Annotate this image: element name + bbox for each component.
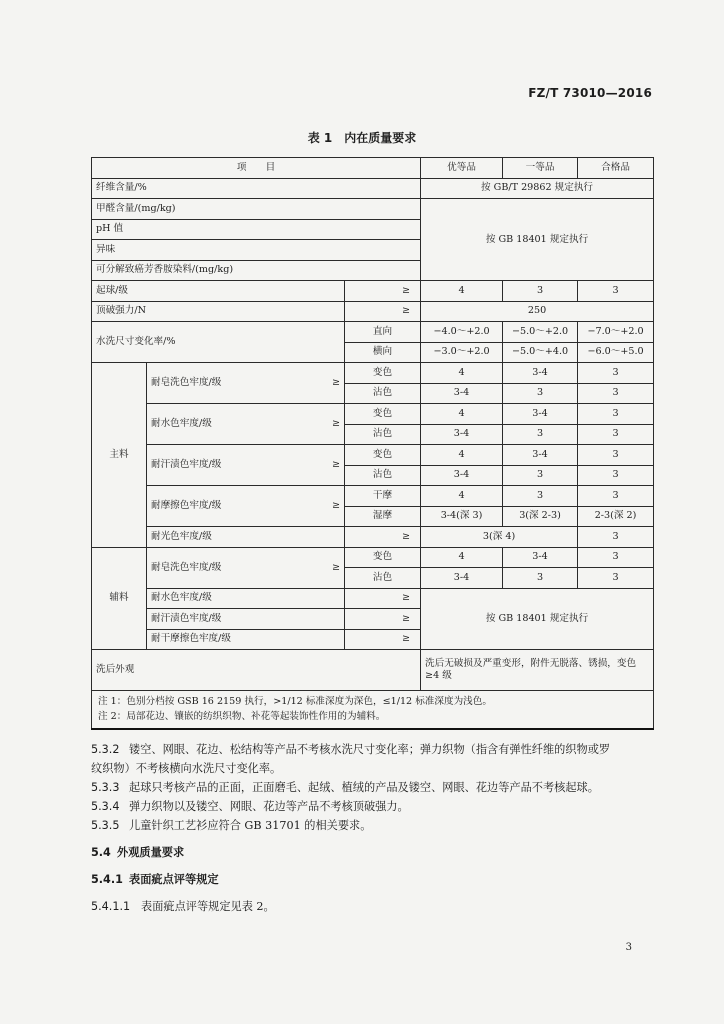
main-rub-op: ≥ [331, 500, 340, 511]
main-water-op: ≥ [331, 418, 340, 429]
table-title: 表 1 内在质量要求 [307, 131, 417, 145]
main-water-stain-v2: 3 [503, 424, 578, 445]
ph-label: pH 值 [92, 219, 421, 240]
main-water-stain-v1: 3-4 [421, 424, 503, 445]
main-water-stain-label: 沾色 [345, 424, 421, 445]
wash-straight-v2: −5.0～+2.0 [503, 322, 578, 343]
main-water-text: 耐水色牢度/级 [151, 418, 212, 429]
clause-5-3-2 [91, 740, 661, 778]
main-light-v12: 3(深 4) [421, 527, 578, 548]
wash-cross-v1: −3.0～+2.0 [421, 342, 503, 363]
quality-requirements-table [91, 157, 654, 730]
standard-code: FZ/T 73010—2016 [528, 86, 652, 100]
section-title: 外观质量要求 [117, 846, 185, 860]
aux-water-label: 耐水色牢度/级 [147, 588, 345, 609]
main-light-op: ≥ [345, 527, 421, 548]
table-row [92, 527, 654, 548]
main-sweat-change-v3: 3 [578, 445, 654, 466]
clause-number: 5.3.5 [91, 819, 120, 833]
wash-cross-v2: −5.0～+4.0 [503, 342, 578, 363]
clause-5-4-1-1 [91, 897, 661, 916]
pilling-v1: 4 [421, 281, 503, 302]
main-sweat-stain-v3: 3 [578, 465, 654, 486]
main-rub-label [147, 486, 345, 527]
aux-soap-change-v1: 4 [421, 547, 503, 568]
main-sweat-text: 耐汗渍色牢度/级 [151, 459, 222, 470]
table-notes [92, 691, 654, 729]
main-material-label: 主料 [92, 363, 147, 548]
odor-label: 异味 [92, 240, 421, 261]
main-sweat-stain-v2: 3 [503, 465, 578, 486]
main-water-change-v3: 3 [578, 404, 654, 425]
main-soap-text: 耐皂洗色牢度/级 [151, 377, 222, 388]
aux-soap-stain-label: 沾色 [345, 568, 421, 589]
aux-soap-text: 耐皂洗色牢度/级 [151, 561, 222, 573]
main-rub-wet-label: 湿摩 [345, 506, 421, 527]
table-row [92, 199, 654, 220]
main-sweat-stain-v1: 3-4 [421, 465, 503, 486]
main-light-label: 耐光色牢度/级 [147, 527, 345, 548]
header-item: 项 目 [92, 158, 421, 179]
aux-soap-op: ≥ [331, 561, 340, 573]
section-5-4-1-heading [91, 870, 661, 889]
main-sweat-stain-label: 沾色 [345, 465, 421, 486]
aux-soap-change-v3: 3 [578, 547, 654, 568]
appearance-label: 洗后外观 [92, 650, 421, 691]
clause-number: 5.3.3 [91, 781, 120, 795]
pilling-v2: 3 [503, 281, 578, 302]
aux-sweat-op: ≥ [345, 609, 421, 630]
pilling-label: 起球/级 [92, 281, 345, 302]
aux-soap-change-v2: 3-4 [503, 547, 578, 568]
main-soap-stain-v2: 3 [503, 383, 578, 404]
main-soap-change-v3: 3 [578, 363, 654, 384]
section-number: 5.4 [91, 846, 111, 860]
table-row [92, 445, 654, 466]
aux-gb18401-rule: 按 GB 18401 规定执行 [421, 588, 654, 650]
aux-dryrub-op: ≥ [345, 629, 421, 650]
clause-5-3-3 [91, 778, 661, 797]
table-row [92, 588, 654, 609]
section-5-4-heading [91, 843, 661, 862]
azo-label: 可分解致癌芳香胺染料/(mg/kg) [92, 260, 421, 281]
main-soap-stain-v3: 3 [578, 383, 654, 404]
clause-number: 5.4.1.1 [91, 900, 131, 914]
aux-soap-stain-v2: 3 [503, 568, 578, 589]
pilling-v3: 3 [578, 281, 654, 302]
clause-5-3-5 [91, 816, 661, 835]
clause-text: 起球只考核产品的正面，正面磨毛、起绒、植绒的产品及镂空、网眼、花边等产品不考核起球。 [129, 781, 599, 795]
wash-cross-v3: −6.0～+5.0 [578, 342, 654, 363]
clause-text: 镂空、网眼、花边、松结构等产品不考核水洗尺寸变化率；弹力织物（指含有弹性纤维的织物或罗 [129, 743, 611, 756]
main-sweat-op: ≥ [331, 459, 340, 470]
table-row [92, 363, 654, 384]
main-rub-wet-v2: 3(深 2-3) [503, 506, 578, 527]
aux-soap-stain-v1: 3-4 [421, 568, 503, 589]
page-number: 3 [625, 942, 632, 953]
clauses-section [91, 740, 661, 916]
header-grade3: 合格品 [578, 158, 654, 179]
clause-text-cont: 纹织物）不考核横向水洗尺寸变化率。 [91, 762, 282, 776]
table-row [92, 547, 654, 568]
header-grade1: 优等品 [421, 158, 503, 179]
formaldehyde-label: 甲醛含量/(mg/kg) [92, 199, 421, 220]
table-row [92, 301, 654, 322]
main-rub-wet-v1: 3-4(深 3) [421, 506, 503, 527]
main-sweat-label [147, 445, 345, 486]
main-soap-label [147, 363, 345, 404]
table-header-row [92, 158, 654, 179]
main-soap-stain-v1: 3-4 [421, 383, 503, 404]
appearance-value: 洗后无破损及严重变形，附件无脱落、锈损，变色≥4 级 [421, 650, 654, 691]
main-water-change-label: 变色 [345, 404, 421, 425]
aux-soap-change-label: 变色 [345, 547, 421, 568]
aux-material-label: 辅料 [92, 547, 147, 650]
main-soap-change-v1: 4 [421, 363, 503, 384]
main-soap-op: ≥ [331, 377, 340, 388]
main-sweat-change-v2: 3-4 [503, 445, 578, 466]
clause-text: 儿童针织工艺衫应符合 GB 31701 的相关要求。 [129, 819, 372, 833]
main-soap-stain-label: 沾色 [345, 383, 421, 404]
table-row [92, 486, 654, 507]
fiber-value: 按 GB/T 29862 规定执行 [421, 178, 654, 199]
wash-cross-label: 横向 [345, 342, 421, 363]
gb18401-rule: 按 GB 18401 规定执行 [421, 199, 654, 281]
table-row [92, 404, 654, 425]
burst-op: ≥ [345, 301, 421, 322]
main-water-stain-v3: 3 [578, 424, 654, 445]
main-light-v3: 3 [578, 527, 654, 548]
aux-soap-label [147, 547, 345, 588]
clause-text: 弹力织物以及镂空、网眼、花边等产品不考核顶破强力。 [129, 800, 409, 814]
main-rub-dry-v3: 3 [578, 486, 654, 507]
section-title: 表面疵点评等规定 [129, 873, 219, 887]
main-sweat-change-label: 变色 [345, 445, 421, 466]
fiber-label: 纤维含量/% [92, 178, 421, 199]
header-grade2: 一等品 [503, 158, 578, 179]
main-rub-dry-label: 干摩 [345, 486, 421, 507]
note-1: 注 1：色别分档按 GSB 16 2159 执行，>1/12 标准深度为深色，≤1/12 标准深度为浅色。 [98, 696, 492, 707]
main-rub-dry-v1: 4 [421, 486, 503, 507]
section-number: 5.4.1 [91, 873, 123, 887]
wash-dim-label: 水洗尺寸变化率/% [92, 322, 345, 363]
main-rub-text: 耐摩擦色牢度/级 [151, 500, 222, 511]
clause-number: 5.3.4 [91, 800, 120, 814]
main-water-change-v1: 4 [421, 404, 503, 425]
main-sweat-change-v1: 4 [421, 445, 503, 466]
aux-dryrub-label: 耐干摩擦色牢度/级 [147, 629, 345, 650]
wash-straight-label: 直向 [345, 322, 421, 343]
main-soap-change-label: 变色 [345, 363, 421, 384]
table-row [92, 650, 654, 691]
main-water-change-v2: 3-4 [503, 404, 578, 425]
pilling-op: ≥ [345, 281, 421, 302]
aux-sweat-label: 耐汗渍色牢度/级 [147, 609, 345, 630]
note-2: 注 2：局部花边、镶嵌的纺织织物、补花等起装饰性作用的为辅料。 [98, 711, 386, 723]
table-row [92, 281, 654, 302]
main-water-label [147, 404, 345, 445]
wash-straight-v1: −4.0～+2.0 [421, 322, 503, 343]
table-row [92, 322, 654, 343]
clause-text: 表面疵点评等规定见表 2。 [141, 900, 275, 914]
main-soap-change-v2: 3-4 [503, 363, 578, 384]
wash-straight-v3: −7.0～+2.0 [578, 322, 654, 343]
aux-water-op: ≥ [345, 588, 421, 609]
burst-label: 顶破强力/N [92, 301, 345, 322]
notes-row [92, 691, 654, 729]
main-rub-dry-v2: 3 [503, 486, 578, 507]
burst-value: 250 [421, 301, 654, 322]
table-row [92, 178, 654, 199]
clause-number: 5.3.2 [91, 743, 120, 756]
clause-5-3-4 [91, 797, 661, 816]
aux-soap-stain-v3: 3 [578, 568, 654, 589]
main-rub-wet-v3: 2-3(深 2) [578, 506, 654, 527]
